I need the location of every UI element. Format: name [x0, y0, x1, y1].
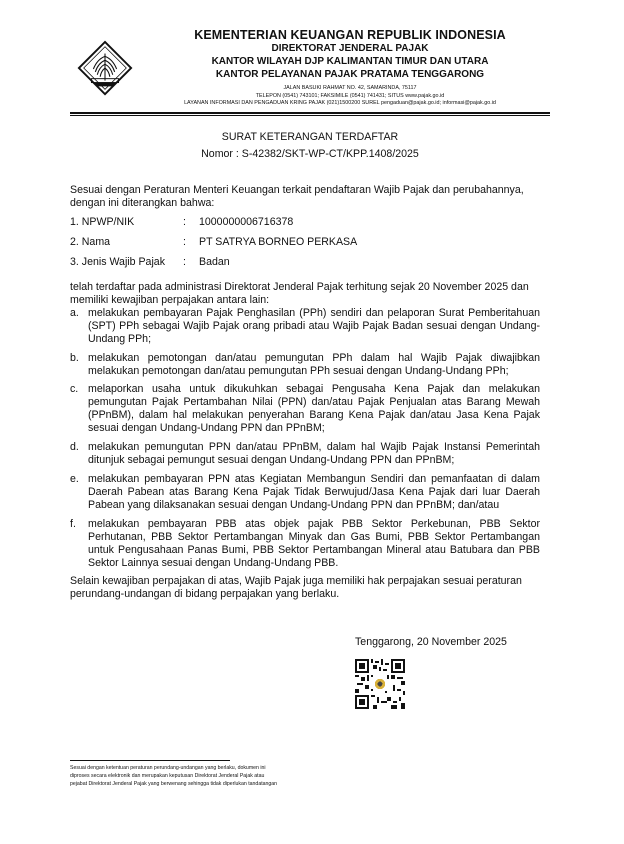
- field-label: 1. NPWP/NIK: [70, 216, 135, 228]
- qr-code: [355, 659, 405, 709]
- field-npwp: [0, 216, 624, 230]
- field-colon: :: [183, 236, 186, 248]
- intro-line-2: dengan ini diterangkan bahwa:: [70, 197, 215, 209]
- footnote-line-3: pejabat Direktorat Jenderal Pajak yang berwenang sehingga tidak diperlukan tandatangan: [70, 781, 278, 787]
- regional-office-name: KANTOR WILAYAH DJP KALIMANTAN TIMUR DAN UTARA: [211, 56, 489, 67]
- obligation-letter: e.: [70, 473, 79, 485]
- obligation-text: melakukan pembayaran Pajak Penghasilan (PPh) sendiri dan pelaporan Surat Pemberitahuan (SPT) PPh sebagai Wajib Pajak orang pribadi atau Wajib Pajak Badan sesuai dengan Undang-Undang PPh;: [88, 307, 540, 345]
- field-label: 2. Nama: [70, 236, 111, 248]
- obligation-text: melakukan pemotongan dan/atau pemungutan PPh dalam hal Wajib Pajak diwajibkan melakukan pemotongan dan/atau pemungutan PPh sesuai dengan Undang-Undang PPh;: [88, 352, 540, 377]
- obligation-text: melakukan pemungutan PPN dan/atau PPnBM, dalam hal Wajib Pajak Instansi Pemerintah ditunjuk sebagai pemungut sesuai dengan Undang-Undang PPN dan PPnBM;: [88, 441, 540, 466]
- field-name: [0, 236, 624, 250]
- field-taxpayer-type: [0, 256, 624, 270]
- office-contact: LAYANAN INFORMASI DAN PENGADUAN KRING PAJAK (021)1500200 SUREL pengaduan@pajak.go.id; informasi@pajak.go.id: [184, 100, 496, 106]
- document-title: SURAT KETERANGAN TERDAFTAR: [221, 131, 399, 143]
- obligation-letter: a.: [70, 307, 79, 319]
- obligation-letter: c.: [70, 383, 79, 395]
- header-rule-thin: [70, 115, 550, 116]
- office-address: JALAN BASUKI RAHMAT NO. 42, SAMARINDA, 75117: [283, 85, 417, 91]
- obligation-text: melakukan pembayaran PPN atas Kegiatan Membangun Sendiri dan pemanfaatan di dalam Daerah Pabean atas Barang Kena Pajak Tidak Berwujud/Jasa Kena Pajak dari luar Daerah Pabean yang dilaksanakan sesuai dengan Undang-Undang PPN dan PPnBM; dan/atau: [88, 473, 540, 511]
- obligation-letter: d.: [70, 441, 79, 453]
- ministry-name: KEMENTERIAN KEUANGAN REPUBLIK INDONESIA: [194, 28, 506, 42]
- footnote-line-2: diproses secara elektronik dan merupakan keputusan Direktorat Jenderal Pajak atau: [70, 773, 265, 779]
- obligation-letter: b.: [70, 352, 79, 364]
- document-number: Nomor : S-42382/SKT-WP-CT/KPP.1408/2025: [201, 148, 419, 160]
- field-value: Badan: [199, 256, 230, 268]
- directorate-name: DIREKTORAT JENDERAL PAJAK: [271, 43, 429, 54]
- field-colon: :: [183, 256, 186, 268]
- footnote-line-1: Sesuai dengan ketentuan peraturan perundang-undangan yang berlaku, dokumen ini: [70, 765, 266, 771]
- office-phone: TELEPON (0541) 743101; FAKSIMILE (0541) 741431; SITUS www.pajak.go.id: [255, 92, 445, 99]
- field-colon: :: [183, 216, 186, 228]
- closing-line-1: Selain kewajiban perpajakan di atas, Wajib Pajak juga memiliki hak perpajakan sesuai peraturan: [70, 575, 522, 587]
- place-date: Tenggarong, 20 November 2025: [355, 636, 507, 648]
- intro-line-1: Sesuai dengan Peraturan Menteri Keuangan terkait pendaftaran Wajib Pajak dan perubahannya,: [70, 184, 524, 196]
- closing-line-2: perundang-undangan di bidang perpajakan yang berlaku.: [70, 588, 340, 600]
- field-label: 3. Jenis Wajib Pajak: [70, 256, 165, 268]
- header-rule-thick: [70, 112, 550, 114]
- footnote-rule: [70, 760, 230, 761]
- obligation-letter: f.: [70, 518, 76, 530]
- tax-office-name: KANTOR PELAYANAN PAJAK PRATAMA TENGGARONG: [215, 69, 485, 80]
- obligation-text: melaporkan usaha untuk dikukuhkan sebagai Pengusaha Kena Pajak dan melakukan pemungutan Pajak Pertambahan Nilai (PPN) dan/atau Pajak Penjualan atas Barang Mewah (PPnBM), dalam hal melakukan penyerahan Barang Kena Pajak dan/atau Jasa Kena Pajak sesuai dengan Undang-Undang PPN dan PPnBM;: [88, 383, 540, 434]
- field-value: PT SATRYA BORNEO PERKASA: [199, 236, 358, 248]
- registered-line-2: memiliki kewajiban perpajakan antara lain:: [70, 294, 270, 306]
- obligation-text: melakukan pembayaran PBB atas objek pajak PBB Sektor Perkebunan, PBB Sektor Perhutanan, PBB Sektor Pertambangan Minyak dan Gas Bumi, PBB Sektor Pertambangan untuk Pengusahaan Panas Bumi, PBB Sektor Pertambangan Mineral atau Batubara dan PBB Sektor Lainnya sesuai dengan Undang-Undang PBB.: [88, 518, 540, 569]
- field-value: 1000000006716378: [199, 216, 294, 228]
- registered-line-1: telah terdaftar pada administrasi Direktorat Jenderal Pajak terhitung sejak 20 November 2025 dan: [70, 281, 529, 293]
- ministry-logo: [76, 40, 134, 98]
